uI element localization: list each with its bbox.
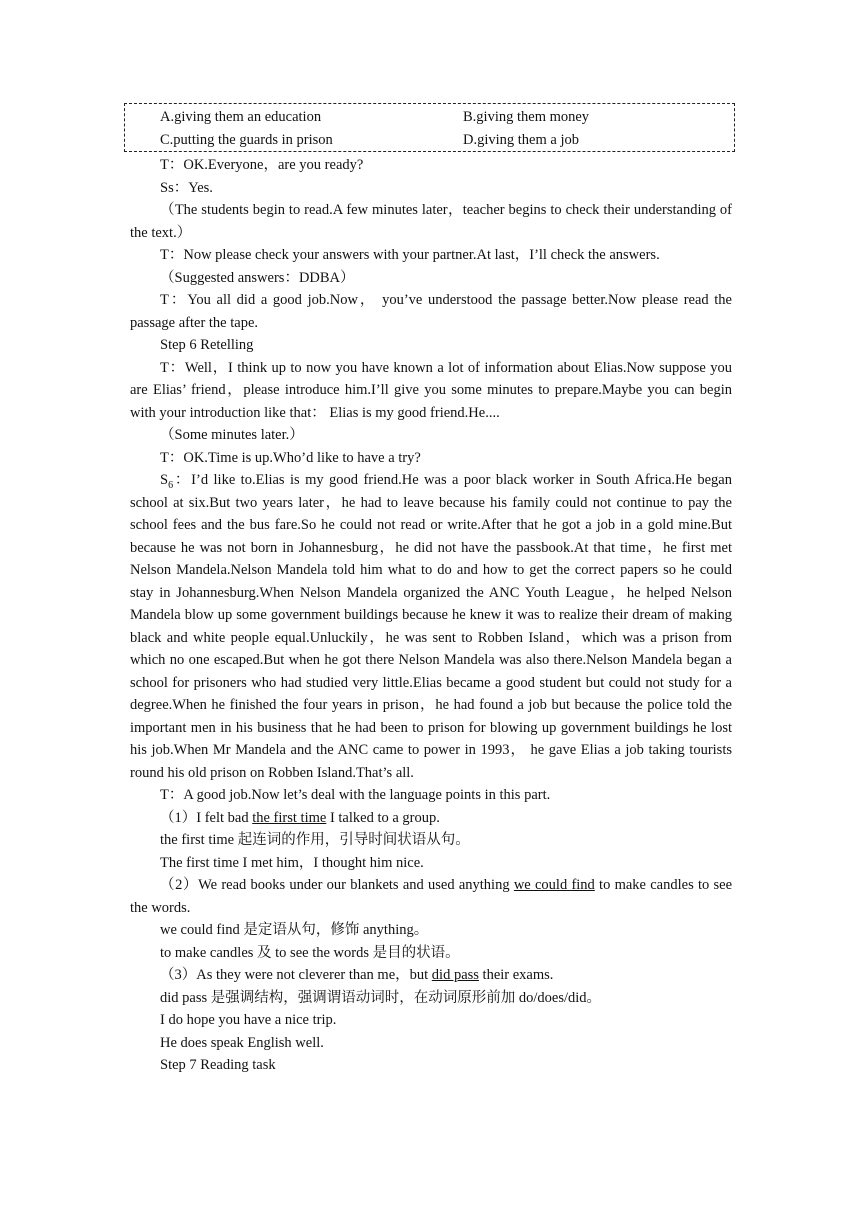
step-heading: Step 7 Reading task xyxy=(160,1057,276,1073)
option-d: D.giving them a job xyxy=(463,132,579,148)
language-point-3 xyxy=(130,964,732,987)
underlined-phrase: the first time xyxy=(252,809,327,826)
language-point-2 xyxy=(130,874,732,919)
language-note: did pass 是强调结构，强调谓语动词时，在动词原形前加 do/does/did。 xyxy=(160,989,602,1006)
student-retelling xyxy=(130,469,732,784)
students-line: Ss：Yes. xyxy=(160,179,213,196)
teacher-line: T：OK.Time is up.Who’d like to have a try? xyxy=(160,449,421,466)
lp-text: to make candles to see the words. xyxy=(130,877,733,916)
stage-direction: （The students begin to read.A few minutes later，teacher begins to check their understanding of the text.） xyxy=(130,202,732,241)
lp-text: （2）We read books under our blankets and used anything xyxy=(160,877,514,893)
teacher-line: T：Now please check your answers with your partner.At last，I’ll check the answers. xyxy=(160,247,660,263)
example-sentence: The first time I met him，I thought him nice. xyxy=(160,854,424,871)
language-note: the first time 起连词的作用，引导时间状语从句。 xyxy=(160,832,470,848)
retelling-text: ：I’d like to.Elias is my good friend.He was a poor black worker in South Africa.He began school at six.But two years later，he had to leave because his family could not continue to pay the school fees and the bus fare.So he could not read or write.After that he got a job in a gold mine.But because he was not born in Johannesburg，he did not have the passbook.At that time，he first met Nelson Mandela.Nelson Mandela told him what to do and how to get the correct papers so he could stay in Johannesburg.When Nelson Mandela organized the ANC Youth League，he helped Nelson Mandela blow up some government buildings because he knew it was to realize their dream of making black and white people equal.Unluckily，he was sent to Robben Island，which was a prison from which no one escaped.But when he got there Nelson Mandela was also there.Nelson Mandela began a school for prisoners who had studied very little.Elias became a good student but could not study for a degree.When he finished the four years in prison，he had found a job but because the police told the important men in his business that he had been to prison for blowing up government buildings he lost his job.When Mr Mandela and the ANC came to power in 1993， he gave Elias a job taking tourists round his old prison on Robben Island.That’s all. xyxy=(130,472,732,781)
step-heading: Step 6 Retelling xyxy=(160,337,254,353)
underlined-phrase: we could find xyxy=(513,877,595,893)
lp-text: I talked to a group. xyxy=(326,809,440,826)
teacher-line: T：OK.Everyone，are you ready? xyxy=(160,157,364,173)
speaker-subscript: 6 xyxy=(168,479,174,491)
suggested-answers: （Suggested answers：DDBA） xyxy=(160,269,355,286)
stage-direction: （Some minutes later.） xyxy=(160,427,304,443)
option-c: C.putting the guards in prison xyxy=(160,132,333,148)
lp-text: （1）I felt bad xyxy=(160,809,253,826)
language-note: to make candles 及 to see the words 是目的状语。 xyxy=(160,944,460,961)
option-b: B.giving them money xyxy=(463,109,590,125)
lp-text: （3）As they were not cleverer than me，but xyxy=(160,967,432,983)
underlined-phrase: did pass xyxy=(431,967,479,983)
example-sentence: He does speak English well. xyxy=(160,1034,324,1051)
teacher-line: T：A good job.Now let’s deal with the language points in this part. xyxy=(160,787,551,803)
language-note: we could find 是定语从句，修饰 anything。 xyxy=(160,922,429,938)
option-a: A.giving them an education xyxy=(160,109,322,125)
teacher-paragraph: T：Well，I think up to now you have known a lot of information about Elias.Now suppose you are Elias’ friend，please introduce him.I’ll give you some minutes to prepare.Maybe you can begin with your introduction like that： Elias is my good friend.He.... xyxy=(130,359,732,421)
teacher-paragraph: T：You all did a good job.Now， you’ve understood the passage better.Now please read the passage after the tape. xyxy=(130,292,732,331)
example-sentence: I do hope you have a nice trip. xyxy=(160,1012,337,1028)
lp-text: their exams. xyxy=(478,967,554,983)
lesson-text xyxy=(130,154,732,1077)
language-point-1 xyxy=(130,807,732,830)
answer-options-box xyxy=(124,103,735,152)
speaker-label: S xyxy=(160,472,169,488)
